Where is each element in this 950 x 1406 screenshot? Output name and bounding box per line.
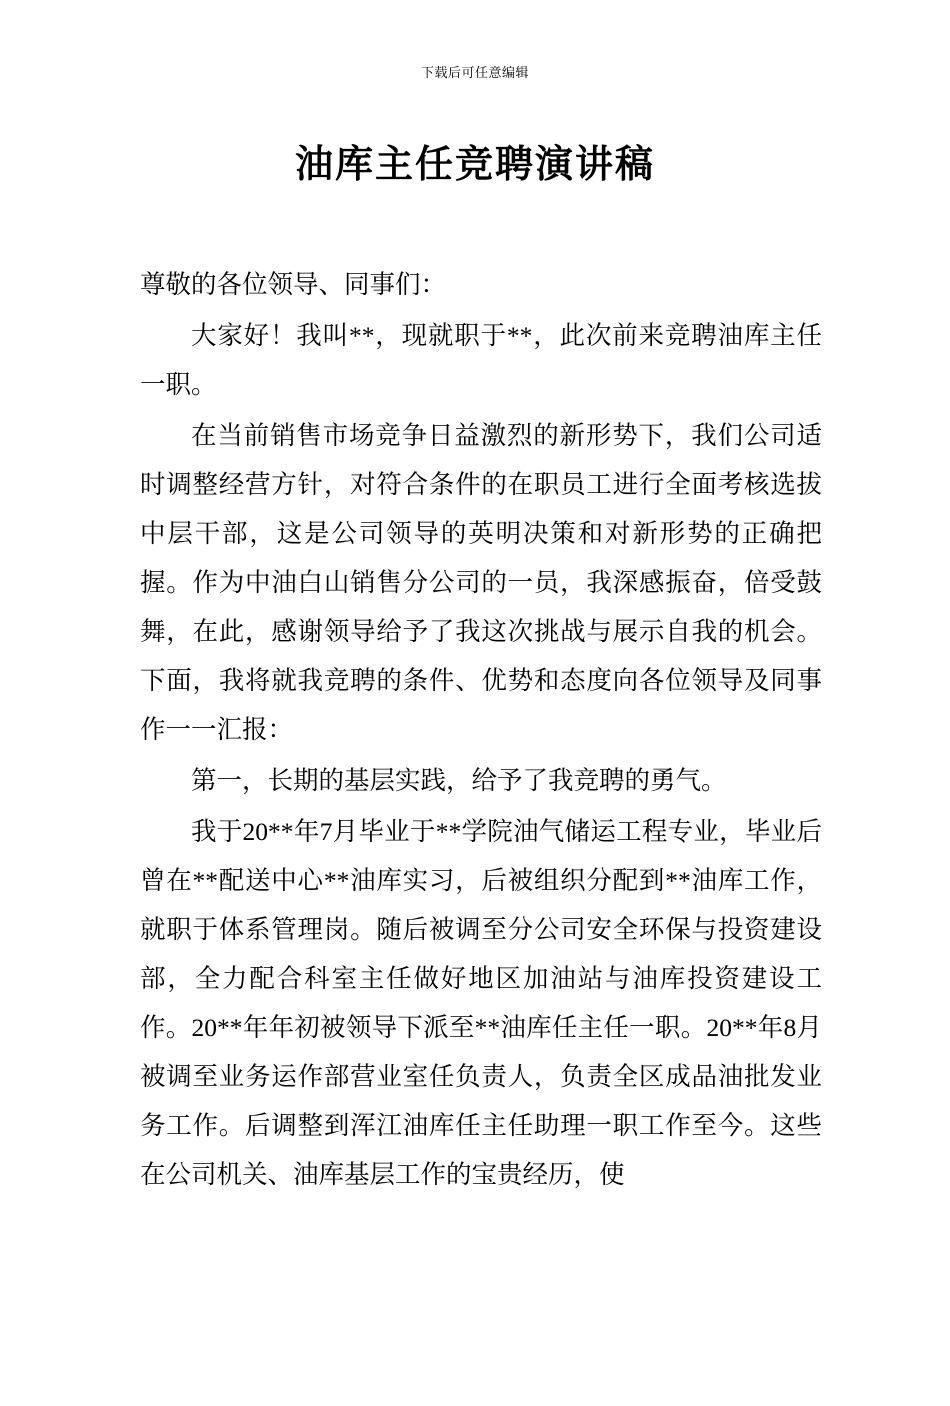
paragraph-experience: 我于20**年7月毕业于**学院油气储运工程专业，毕业后曾在**配送中心**油库实习，后被组织分配到**油库工作，就职于体系管理岗。随后被调至分公司安全环保与投资建设部，全力配合科室主任做好地区加油站与油库投资建设工作。20**年年初被领导下派至**油库任主任一职。20**年8月被调至业务运作部营业室任负责人，负责全区成品油批发业务工作。后调整到浑江油库任主任助理一职工作至今。这些在公司机关、油库基层工作的宝贵经历，使 [140,817,822,1189]
page-title: 油库主任竞聘演讲稿 [294,142,655,186]
paragraph-point-one: 第一，长期的基层实践，给予了我竞聘的勇气。 [191,766,727,795]
document-page [0,62,950,1406]
paragraph-background: 在当前销售市场竞争日益激烈的新形势下，我们公司适时调整经营方针，对符合条件的在职员工进行全面考核选拔中层干部，这是公司领导的英明决策和对新形势的正确把握。作为中油白山销售分公司的一员，我深感振奋，倍受鼓舞，在此，感谢领导给予了我这次挑战与展示自我的机会。下面，我将就我竞聘的条件、优势和态度向各位领导及同事作一一汇报： [140,421,822,744]
page-header-note: 下载后可任意编辑 [420,66,529,81]
document-body [0,260,950,1199]
paragraph-greeting: 大家好！我叫**，现就职于**，此次前来竞聘油库主任一职。 [140,321,822,399]
paragraph-salutation: 尊敬的各位领导、同事们： [140,270,447,299]
